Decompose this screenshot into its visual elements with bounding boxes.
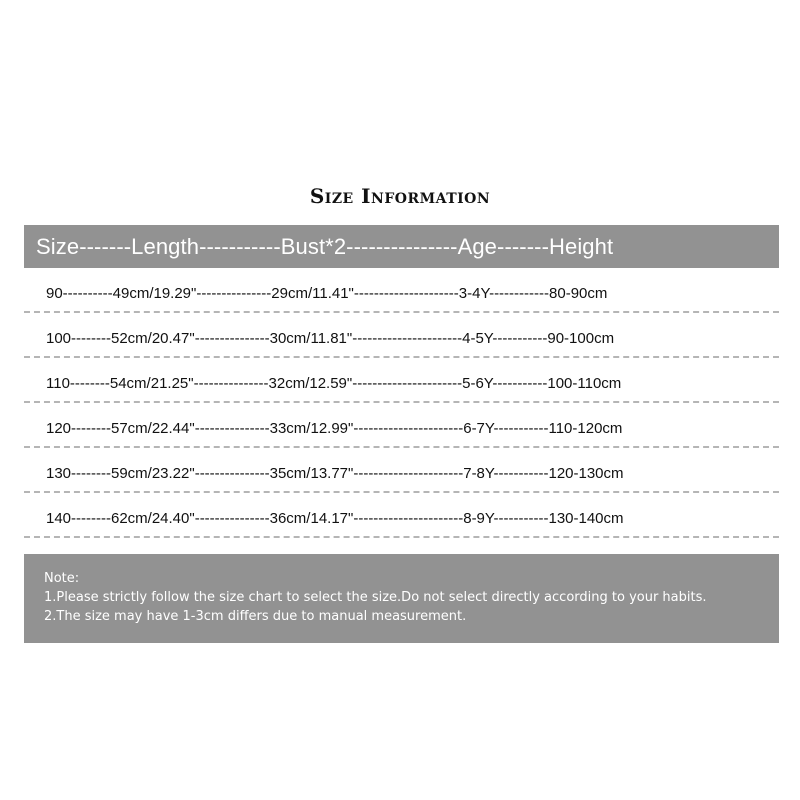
size-table [24, 268, 779, 538]
note-line-1: 1.Please strictly follow the size chart to select the size.Do not select directly according to your habits. [44, 590, 707, 605]
size-information-title: Size Information [309, 184, 491, 208]
table-row-text: 140--------62cm/24.40"---------------36cm/14.17"----------------------8-9Y-----------130-140cm [46, 510, 624, 527]
table-row-text: 90----------49cm/19.29"---------------29cm/11.41"---------------------3-4Y------------80-90cm [46, 285, 608, 302]
table-row [24, 448, 779, 493]
table-row-text: 110--------54cm/21.25"---------------32cm/12.59"----------------------5-6Y-----------100-110cm [46, 375, 622, 392]
table-row [24, 403, 779, 448]
table-row-text: 130--------59cm/23.22"---------------35cm/13.77"----------------------7-8Y-----------120-130cm [46, 465, 624, 482]
note-box [24, 554, 779, 643]
note-line-2: 2.The size may have 1-3cm differs due to manual measurement. [44, 609, 467, 624]
table-row-text: 100--------52cm/20.47"---------------30cm/11.81"----------------------4-5Y-----------90-100cm [46, 330, 615, 347]
table-row [24, 268, 779, 313]
size-table-header-text: Size-------Length-----------Bust*2---------------Age-------Height [36, 233, 614, 259]
table-row [24, 493, 779, 538]
table-row-text: 120--------57cm/22.44"---------------33cm/12.99"----------------------6-7Y-----------110-120cm [46, 420, 623, 437]
size-table-header [24, 225, 779, 268]
table-row [24, 313, 779, 358]
table-row [24, 358, 779, 403]
note-heading: Note: [44, 571, 80, 586]
